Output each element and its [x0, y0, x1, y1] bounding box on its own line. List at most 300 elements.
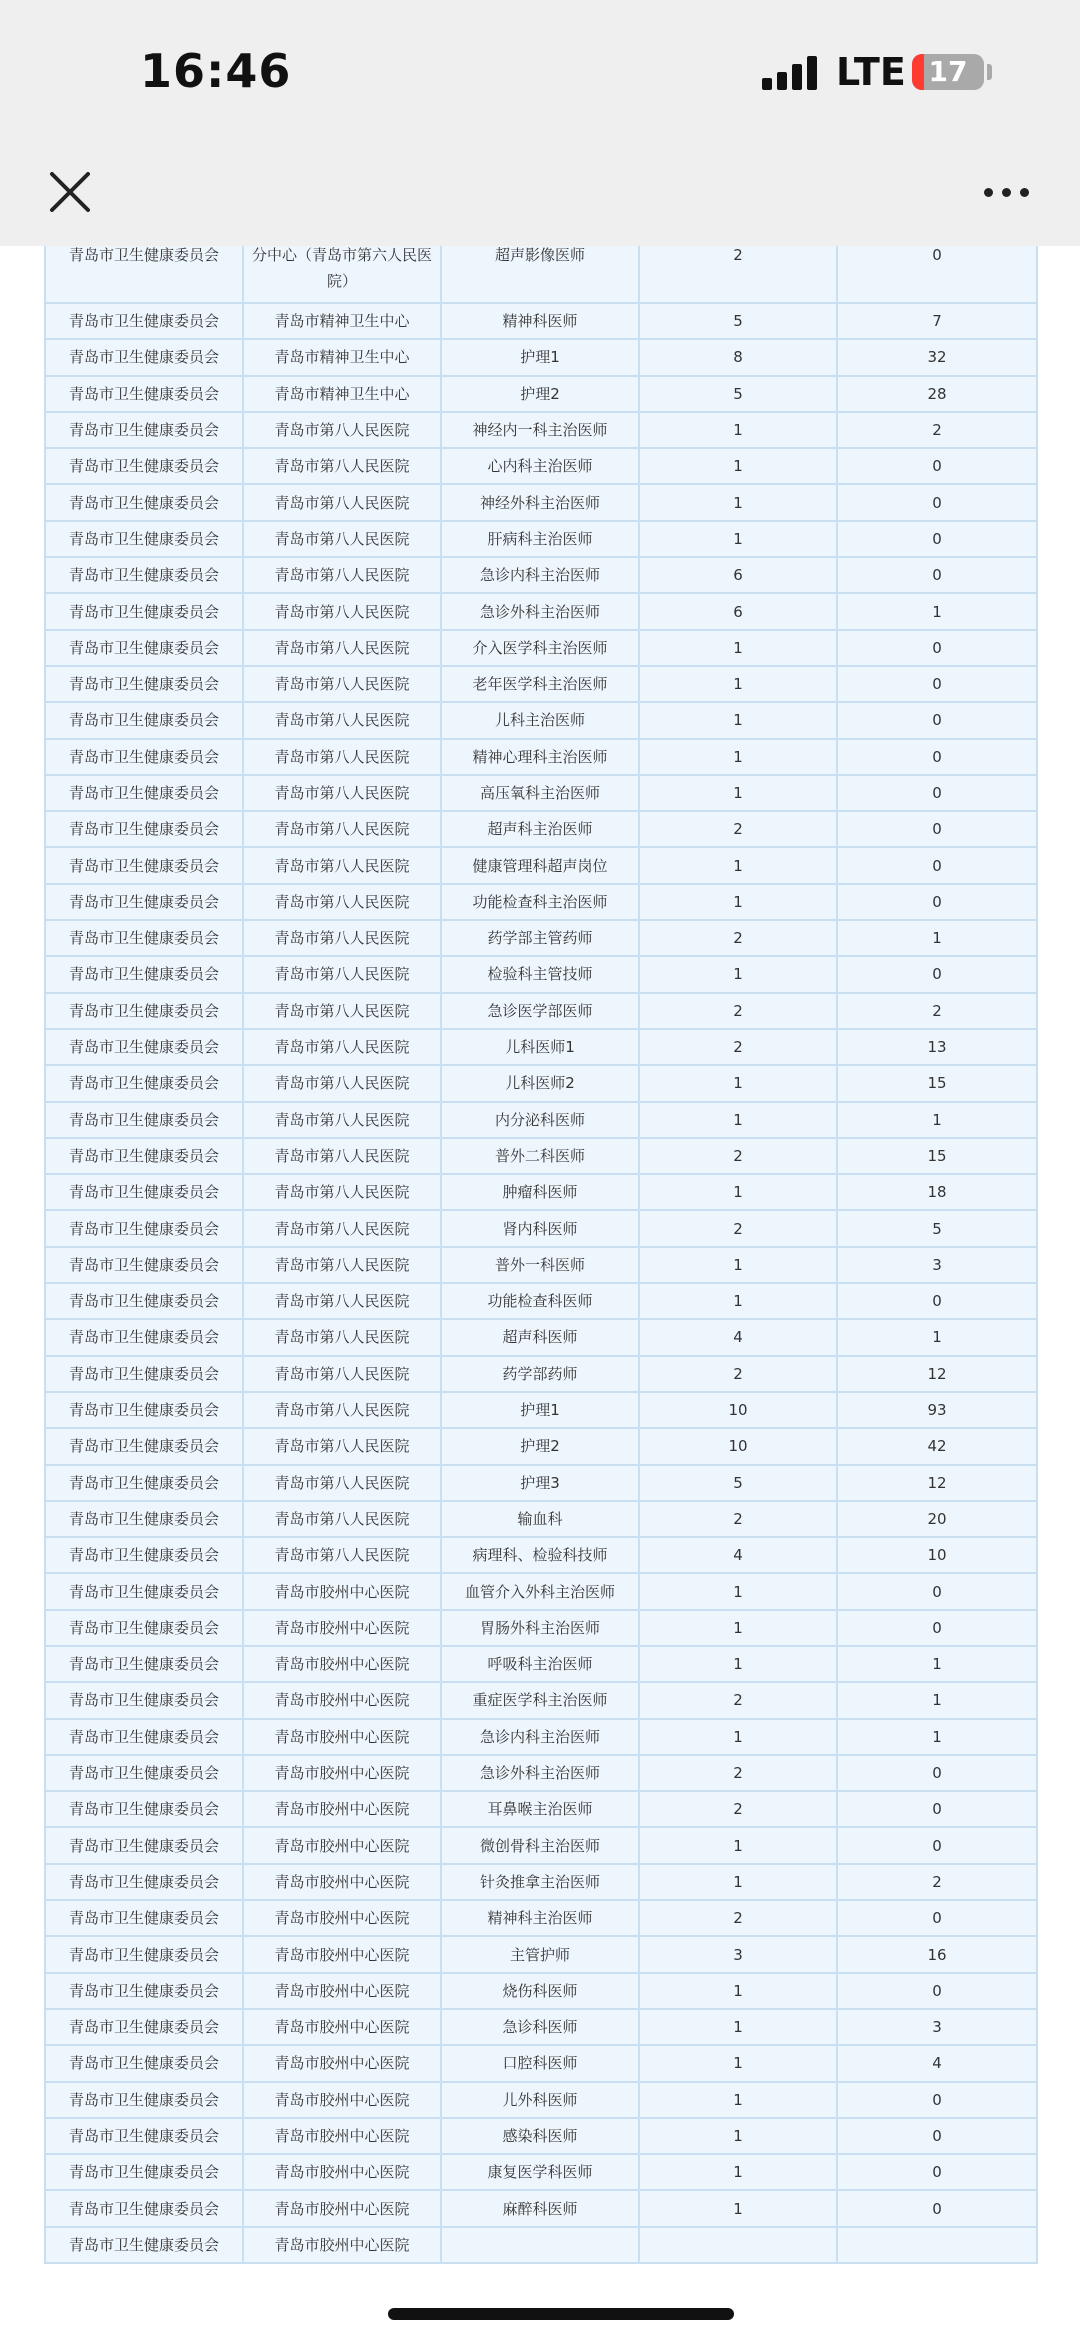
table-cell: 青岛市精神卫生中心 [243, 303, 441, 339]
table-cell: 1 [639, 666, 837, 702]
battery-icon [912, 54, 984, 90]
table-row [45, 1501, 1037, 1537]
table-cell: 4 [639, 1537, 837, 1573]
table-cell: 精神科主治医师 [441, 1900, 639, 1936]
table-cell: 主管护师 [441, 1936, 639, 1972]
table-cell: 肿瘤科医师 [441, 1174, 639, 1210]
table-row [45, 1247, 1037, 1283]
table-cell: 青岛市卫生健康委员会 [45, 2118, 243, 2154]
table-cell: 青岛市第八人民医院 [243, 557, 441, 593]
table-cell: 青岛市卫生健康委员会 [45, 376, 243, 412]
table-cell: 青岛市第八人民医院 [243, 1102, 441, 1138]
table-cell: 超声科主治医师 [441, 811, 639, 847]
table-cell: 青岛市精神卫生中心 [243, 376, 441, 412]
table-cell: 2 [639, 1210, 837, 1246]
table-cell: 青岛市卫生健康委员会 [45, 884, 243, 920]
table-cell: 青岛市第八人民医院 [243, 521, 441, 557]
table-cell [639, 2227, 837, 2263]
table-cell: 青岛市卫生健康委员会 [45, 246, 243, 303]
more-icon-dot [1002, 188, 1011, 197]
table-cell: 青岛市第八人民医院 [243, 884, 441, 920]
table-cell: 青岛市卫生健康委员会 [45, 811, 243, 847]
table-cell: 病理科、检验科技师 [441, 1537, 639, 1573]
table-cell: 青岛市卫生健康委员会 [45, 1210, 243, 1246]
table-cell: 青岛市胶州中心医院 [243, 1791, 441, 1827]
page-content[interactable] [0, 246, 1080, 2341]
table-row [45, 739, 1037, 775]
table-row [45, 1319, 1037, 1355]
table-cell: 4 [837, 2045, 1037, 2081]
table-cell: 急诊内科主治医师 [441, 1719, 639, 1755]
table-row [45, 1210, 1037, 1246]
table-cell: 1 [837, 1646, 1037, 1682]
table-row [45, 956, 1037, 992]
table-cell: 青岛市第八人民医院 [243, 956, 441, 992]
table-cell: 青岛市卫生健康委员会 [45, 1065, 243, 1101]
table-cell: 青岛市胶州中心医院 [243, 1900, 441, 1936]
table-row [45, 2082, 1037, 2118]
table-cell: 青岛市卫生健康委员会 [45, 1755, 243, 1791]
table-cell: 青岛市胶州中心医院 [243, 2227, 441, 2263]
table-cell: 0 [837, 521, 1037, 557]
table-row [45, 1102, 1037, 1138]
table-cell: 青岛市第八人民医院 [243, 1283, 441, 1319]
table-cell: 13 [837, 1029, 1037, 1065]
table-cell: 1 [837, 593, 1037, 629]
table-cell: 青岛市第八人民医院 [243, 1392, 441, 1428]
table-cell: 1 [837, 1102, 1037, 1138]
table-cell: 1 [639, 847, 837, 883]
table-cell: 青岛市第八人民医院 [243, 1065, 441, 1101]
table-cell: 5 [639, 1465, 837, 1501]
table-cell: 1 [639, 448, 837, 484]
table-cell: 精神科医师 [441, 303, 639, 339]
table-cell: 重症医学科主治医师 [441, 1682, 639, 1718]
table-cell: 急诊科医师 [441, 2009, 639, 2045]
table-cell: 0 [837, 2082, 1037, 2118]
table-cell: 青岛市胶州中心医院 [243, 2045, 441, 2081]
table-cell: 老年医学科主治医师 [441, 666, 639, 702]
table-cell: 0 [837, 775, 1037, 811]
table-row [45, 246, 1037, 303]
table-cell: 1 [639, 1827, 837, 1863]
table-cell: 1 [639, 1719, 837, 1755]
table-cell: 精神心理科主治医师 [441, 739, 639, 775]
more-icon [984, 188, 993, 197]
table-cell: 青岛市卫生健康委员会 [45, 1610, 243, 1646]
table-row [45, 448, 1037, 484]
table-cell: 青岛市卫生健康委员会 [45, 2154, 243, 2190]
table-cell: 青岛市卫生健康委员会 [45, 1392, 243, 1428]
table-cell: 1 [639, 775, 837, 811]
table-row [45, 1936, 1037, 1972]
table-cell: 内分泌科医师 [441, 1102, 639, 1138]
table-cell: 青岛市卫生健康委员会 [45, 1102, 243, 1138]
table-cell: 青岛市第八人民医院 [243, 593, 441, 629]
table-cell: 青岛市第八人民医院 [243, 1465, 441, 1501]
table-cell: 1 [639, 484, 837, 520]
table-row [45, 521, 1037, 557]
table-cell: 超声科医师 [441, 1319, 639, 1355]
table-cell: 青岛市卫生健康委员会 [45, 1719, 243, 1755]
table-row [45, 1900, 1037, 1936]
table-cell: 0 [837, 811, 1037, 847]
table-row [45, 1138, 1037, 1174]
table-cell: 青岛市第八人民医院 [243, 811, 441, 847]
table-cell: 青岛市卫生健康委员会 [45, 339, 243, 375]
table-cell: 血管介入外科主治医师 [441, 1573, 639, 1609]
table-row [45, 1610, 1037, 1646]
table-cell: 急诊外科主治医师 [441, 1755, 639, 1791]
table-cell: 1 [639, 630, 837, 666]
table-cell: 青岛市卫生健康委员会 [45, 920, 243, 956]
table-cell: 0 [837, 1900, 1037, 1936]
table-cell: 胃肠外科主治医师 [441, 1610, 639, 1646]
table-cell: 1 [837, 1719, 1037, 1755]
table-cell: 药学部药师 [441, 1356, 639, 1392]
table-row [45, 1755, 1037, 1791]
table-cell: 1 [639, 2154, 837, 2190]
table-cell: 1 [639, 1247, 837, 1283]
table-cell: 分中心（青岛市第六人民医院） [243, 246, 441, 303]
table-cell: 儿科医师1 [441, 1029, 639, 1065]
table-cell: 急诊医学部医师 [441, 993, 639, 1029]
table-cell: 0 [837, 246, 1037, 303]
home-indicator[interactable] [388, 2308, 734, 2320]
table-cell: 青岛市卫生健康委员会 [45, 702, 243, 738]
table-cell: 青岛市第八人民医院 [243, 847, 441, 883]
table-cell: 1 [837, 1319, 1037, 1355]
table-cell: 青岛市卫生健康委员会 [45, 2082, 243, 2118]
table-cell: 青岛市第八人民医院 [243, 448, 441, 484]
table-cell: 青岛市卫生健康委员会 [45, 1356, 243, 1392]
table-cell: 93 [837, 1392, 1037, 1428]
table-cell: 0 [837, 484, 1037, 520]
table-cell: 青岛市卫生健康委员会 [45, 1283, 243, 1319]
table-cell: 12 [837, 1356, 1037, 1392]
table-cell: 2 [639, 246, 837, 303]
table-cell: 0 [837, 702, 1037, 738]
table-cell: 6 [639, 557, 837, 593]
table-cell: 青岛市胶州中心医院 [243, 1973, 441, 2009]
status-bar [0, 0, 1080, 150]
table-row [45, 811, 1037, 847]
table-cell: 0 [837, 1827, 1037, 1863]
table-cell: 青岛市卫生健康委员会 [45, 412, 243, 448]
table-cell: 青岛市胶州中心医院 [243, 1936, 441, 1972]
table-cell: 0 [837, 1973, 1037, 2009]
table-row [45, 1973, 1037, 2009]
table-cell: 1 [639, 1102, 837, 1138]
table-cell: 青岛市第八人民医院 [243, 1501, 441, 1537]
table-cell: 麻醉科医师 [441, 2190, 639, 2226]
table-cell: 1 [639, 739, 837, 775]
table-cell: 2 [837, 1864, 1037, 1900]
table-cell: 青岛市第八人民医院 [243, 666, 441, 702]
table-row [45, 412, 1037, 448]
table-cell: 青岛市卫生健康委员会 [45, 1900, 243, 1936]
table-cell: 青岛市第八人民医院 [243, 1356, 441, 1392]
table-cell: 青岛市胶州中心医院 [243, 2118, 441, 2154]
table-cell: 0 [837, 2118, 1037, 2154]
table-cell: 3 [837, 2009, 1037, 2045]
more-button[interactable] [980, 172, 1036, 212]
table-cell: 青岛市第八人民医院 [243, 775, 441, 811]
table-cell: 2 [639, 1791, 837, 1827]
table-cell: 18 [837, 1174, 1037, 1210]
table-cell: 普外二科医师 [441, 1138, 639, 1174]
table-row [45, 1573, 1037, 1609]
table-cell: 神经外科主治医师 [441, 484, 639, 520]
table-cell: 青岛市卫生健康委员会 [45, 1428, 243, 1464]
table-cell: 青岛市胶州中心医院 [243, 2009, 441, 2045]
table-cell: 1 [639, 956, 837, 992]
table-cell: 青岛市精神卫生中心 [243, 339, 441, 375]
table-cell: 功能检查科主治医师 [441, 884, 639, 920]
table-cell: 0 [837, 1755, 1037, 1791]
table-cell: 青岛市胶州中心医院 [243, 1755, 441, 1791]
table-cell: 1 [639, 1573, 837, 1609]
table-row [45, 1392, 1037, 1428]
table-cell: 护理2 [441, 376, 639, 412]
table-cell: 1 [837, 920, 1037, 956]
table-cell: 儿科医师2 [441, 1065, 639, 1101]
table-cell [837, 2227, 1037, 2263]
table-cell: 青岛市胶州中心医院 [243, 1610, 441, 1646]
table-cell: 青岛市卫生健康委员会 [45, 847, 243, 883]
table-cell [441, 2227, 639, 2263]
table-cell: 0 [837, 884, 1037, 920]
table-cell: 0 [837, 448, 1037, 484]
table-cell: 青岛市卫生健康委员会 [45, 1029, 243, 1065]
table-cell: 2 [837, 412, 1037, 448]
table-cell: 1 [639, 2082, 837, 2118]
more-icon-dot [1020, 188, 1029, 197]
table-cell: 肾内科医师 [441, 1210, 639, 1246]
table-cell: 康复医学科医师 [441, 2154, 639, 2190]
table-cell: 青岛市卫生健康委员会 [45, 956, 243, 992]
table-cell: 青岛市第八人民医院 [243, 920, 441, 956]
table-cell: 青岛市卫生健康委员会 [45, 1501, 243, 1537]
table-cell: 急诊内科主治医师 [441, 557, 639, 593]
table-cell: 青岛市卫生健康委员会 [45, 1138, 243, 1174]
close-icon [44, 166, 96, 218]
nav-bar [0, 150, 1080, 246]
table-row [45, 2009, 1037, 2045]
table-cell: 青岛市卫生健康委员会 [45, 1319, 243, 1355]
table-row [45, 2154, 1037, 2190]
table-cell: 青岛市卫生健康委员会 [45, 1827, 243, 1863]
table-cell: 超声影像医师 [441, 246, 639, 303]
table-cell: 青岛市胶州中心医院 [243, 1646, 441, 1682]
table-cell: 10 [639, 1428, 837, 1464]
table-cell: 0 [837, 630, 1037, 666]
table-row [45, 1428, 1037, 1464]
table-cell: 10 [639, 1392, 837, 1428]
table-row [45, 1283, 1037, 1319]
table-cell: 青岛市卫生健康委员会 [45, 2227, 243, 2263]
table-cell: 0 [837, 739, 1037, 775]
table-cell: 2 [639, 811, 837, 847]
network-type: LTE [836, 50, 906, 94]
table-cell: 呼吸科主治医师 [441, 1646, 639, 1682]
table-cell: 青岛市第八人民医院 [243, 1174, 441, 1210]
table-cell: 肝病科主治医师 [441, 521, 639, 557]
table-cell: 2 [837, 993, 1037, 1029]
table-cell: 青岛市卫生健康委员会 [45, 557, 243, 593]
table-cell: 青岛市胶州中心医院 [243, 2190, 441, 2226]
battery-percent: 17 [928, 55, 968, 88]
table-cell: 32 [837, 339, 1037, 375]
table-row [45, 630, 1037, 666]
table-cell: 青岛市胶州中心医院 [243, 2154, 441, 2190]
table-row [45, 775, 1037, 811]
table-cell: 青岛市卫生健康委员会 [45, 2009, 243, 2045]
table-cell: 青岛市卫生健康委员会 [45, 630, 243, 666]
table-cell: 1 [639, 884, 837, 920]
table-cell: 青岛市第八人民医院 [243, 630, 441, 666]
table-cell: 青岛市第八人民医院 [243, 1029, 441, 1065]
table-row [45, 1174, 1037, 1210]
table-row [45, 1465, 1037, 1501]
table-row [45, 2118, 1037, 2154]
table-cell: 药学部主管药师 [441, 920, 639, 956]
table-cell: 感染科医师 [441, 2118, 639, 2154]
table-cell: 耳鼻喉主治医师 [441, 1791, 639, 1827]
table-cell: 青岛市卫生健康委员会 [45, 484, 243, 520]
table-cell: 青岛市第八人民医院 [243, 1537, 441, 1573]
table-row [45, 376, 1037, 412]
table-cell: 青岛市胶州中心医院 [243, 1682, 441, 1718]
table-row [45, 666, 1037, 702]
table-cell: 介入医学科主治医师 [441, 630, 639, 666]
table-cell: 护理3 [441, 1465, 639, 1501]
table-cell: 青岛市胶州中心医院 [243, 1827, 441, 1863]
table-cell: 1 [639, 1610, 837, 1646]
table-cell: 青岛市卫生健康委员会 [45, 1537, 243, 1573]
table-cell: 0 [837, 1573, 1037, 1609]
table-cell: 3 [837, 1247, 1037, 1283]
table-cell: 青岛市第八人民医院 [243, 1319, 441, 1355]
table-cell: 42 [837, 1428, 1037, 1464]
table-cell: 青岛市卫生健康委员会 [45, 1791, 243, 1827]
table-cell: 0 [837, 847, 1037, 883]
table-row [45, 557, 1037, 593]
table-cell: 4 [639, 1319, 837, 1355]
table-row [45, 1719, 1037, 1755]
table-cell: 普外一科医师 [441, 1247, 639, 1283]
table-row [45, 1791, 1037, 1827]
table-cell: 2 [639, 1682, 837, 1718]
table-cell: 15 [837, 1065, 1037, 1101]
table-cell: 急诊外科主治医师 [441, 593, 639, 629]
table-cell: 微创骨科主治医师 [441, 1827, 639, 1863]
table-row [45, 702, 1037, 738]
table-cell: 神经内一科主治医师 [441, 412, 639, 448]
table-row [45, 593, 1037, 629]
table-row [45, 484, 1037, 520]
table-cell: 2 [639, 993, 837, 1029]
table-row [45, 1356, 1037, 1392]
table-cell: 青岛市卫生健康委员会 [45, 593, 243, 629]
table-cell: 青岛市卫生健康委员会 [45, 739, 243, 775]
table-cell: 1 [639, 1283, 837, 1319]
table-row [45, 884, 1037, 920]
table-cell: 青岛市卫生健康委员会 [45, 1465, 243, 1501]
table-cell: 2 [639, 1029, 837, 1065]
table-cell: 10 [837, 1537, 1037, 1573]
table-cell: 1 [639, 1065, 837, 1101]
table-cell: 0 [837, 557, 1037, 593]
table-cell: 1 [639, 1864, 837, 1900]
table-row [45, 303, 1037, 339]
table-cell: 青岛市卫生健康委员会 [45, 1247, 243, 1283]
table-row [45, 2045, 1037, 2081]
table-cell: 青岛市卫生健康委员会 [45, 775, 243, 811]
table-cell: 1 [837, 1682, 1037, 1718]
table-row [45, 339, 1037, 375]
table-row [45, 920, 1037, 956]
table-row [45, 993, 1037, 1029]
signal-icon [762, 56, 818, 90]
table-cell: 青岛市卫生健康委员会 [45, 1573, 243, 1609]
table-row [45, 1646, 1037, 1682]
table-cell: 2 [639, 1138, 837, 1174]
table-cell: 青岛市第八人民医院 [243, 702, 441, 738]
table-cell: 6 [639, 593, 837, 629]
table-cell: 青岛市卫生健康委员会 [45, 1646, 243, 1682]
recruitment-table [44, 246, 1038, 2264]
table-cell: 2 [639, 920, 837, 956]
table-cell: 青岛市卫生健康委员会 [45, 2045, 243, 2081]
table-cell: 青岛市第八人民医院 [243, 1247, 441, 1283]
table-row [45, 1864, 1037, 1900]
table-row [45, 847, 1037, 883]
table-cell: 口腔科医师 [441, 2045, 639, 2081]
table-cell: 青岛市卫生健康委员会 [45, 993, 243, 1029]
table-cell: 青岛市第八人民医院 [243, 484, 441, 520]
table-cell: 1 [639, 1973, 837, 2009]
table-cell: 青岛市卫生健康委员会 [45, 1973, 243, 2009]
table-cell: 烧伤科医师 [441, 1973, 639, 2009]
table-cell: 2 [639, 1501, 837, 1537]
table-cell: 青岛市第八人民医院 [243, 1210, 441, 1246]
table-cell: 青岛市卫生健康委员会 [45, 666, 243, 702]
table-cell: 高压氧科主治医师 [441, 775, 639, 811]
table-row [45, 2227, 1037, 2263]
table-cell: 0 [837, 1283, 1037, 1319]
table-cell: 青岛市胶州中心医院 [243, 1864, 441, 1900]
table-cell: 0 [837, 666, 1037, 702]
table-cell: 青岛市卫生健康委员会 [45, 1936, 243, 1972]
table-cell: 7 [837, 303, 1037, 339]
table-cell: 1 [639, 521, 837, 557]
table-cell: 0 [837, 2154, 1037, 2190]
table-cell: 青岛市卫生健康委员会 [45, 1864, 243, 1900]
table-cell: 15 [837, 1138, 1037, 1174]
table-cell: 1 [639, 1646, 837, 1682]
table-cell: 检验科主管技师 [441, 956, 639, 992]
table-cell: 1 [639, 1174, 837, 1210]
table-cell: 青岛市卫生健康委员会 [45, 521, 243, 557]
table-cell: 青岛市胶州中心医院 [243, 1719, 441, 1755]
table-cell: 1 [639, 2045, 837, 2081]
table-cell: 青岛市卫生健康委员会 [45, 303, 243, 339]
close-button[interactable] [44, 166, 96, 218]
table-cell: 28 [837, 376, 1037, 412]
status-time: 16:46 [140, 44, 292, 98]
table-body [45, 246, 1037, 2263]
